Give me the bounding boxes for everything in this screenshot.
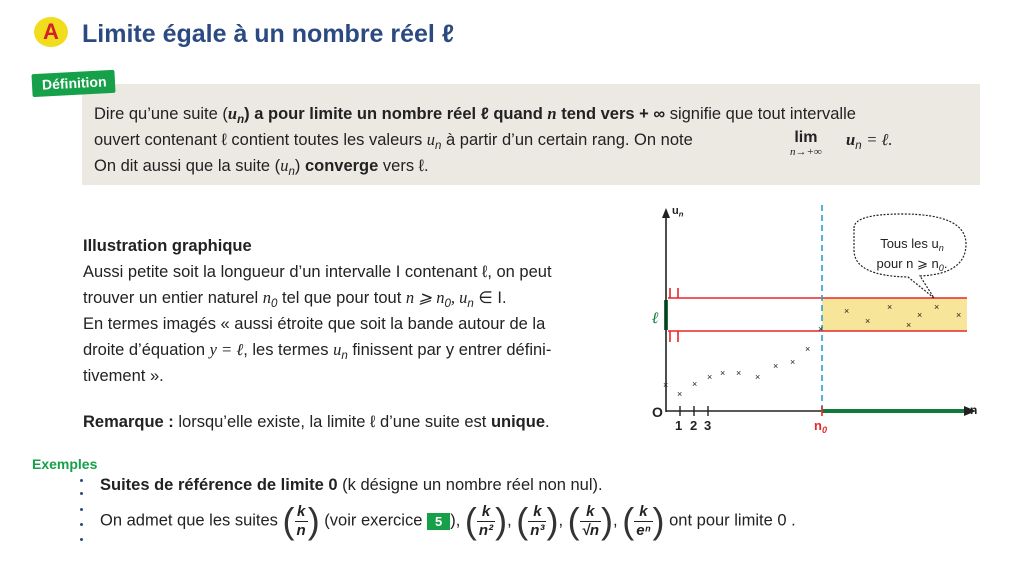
tick-label-2: 2 [690, 418, 698, 433]
tick-label-3: 3 [704, 418, 712, 433]
fraction-k-over-sqrt-n: $\frac{k}{√n}$ [581, 502, 600, 539]
examples-tag: Exemples [32, 456, 98, 472]
bullet-dot [80, 492, 83, 495]
point: × [844, 306, 850, 316]
fraction-k-over-en: $\frac{k}{\text{eⁿ}}$ [636, 502, 651, 539]
point: × [692, 379, 698, 389]
exercise-5-link[interactable]: 5 [427, 513, 450, 530]
point: × [755, 372, 761, 382]
point: × [934, 302, 940, 312]
point: × [865, 316, 871, 326]
point: × [773, 361, 779, 371]
point: × [956, 310, 962, 320]
illustration-line-4: droite d’équation y = ℓ, les termes $u_n$ finissent par y entrer défini- [83, 340, 552, 363]
point: × [818, 324, 824, 334]
illustration-line-2: trouver un entier naturel $n_0$ tel que pour tout n ⩾ $n_0$, $u_n$ ∈ I. [83, 288, 507, 311]
fraction-k-over-n3: $\frac{k}{\text{n³}}$ [530, 502, 545, 539]
limit-notation: lim n→+∞ [790, 129, 822, 158]
examples-sequences-line: On admet que les suites ( $\frac{k}{n}$ ) (voir exercice 5 ), ( $\frac{k}{\text{n²}}$ ), ( $\frac{k}{\text{n³}}$ ), ( $\frac{k}{√n}$ ), ( $\frac{k}{\text{eⁿ}}$ ) ont pour limite 0 . [100, 500, 796, 541]
definition-line-3: On dit aussi que la suite $(u_n)$ converge vers ℓ. [94, 156, 429, 179]
bullet-dot [80, 538, 83, 541]
illustration-line-5: tivement ». [83, 367, 164, 385]
remark: Remarque : lorsqu’elle existe, la limite ℓ d’une suite est unique. [83, 413, 550, 431]
point: × [917, 310, 923, 320]
point: × [707, 372, 713, 382]
y-axis-label: $u_n$ [672, 205, 684, 219]
illustration-heading: Illustration graphique [83, 237, 252, 255]
point: × [906, 320, 912, 330]
illustration-line-1: Aussi petite soit la longueur d’un intervalle I contenant ℓ, on peut [83, 263, 552, 281]
definition-line-1: Dire qu’une suite $(u_n)$ a pour limite un nombre réel ℓ quand n tend vers + ∞ signifie que tout intervalle [94, 104, 856, 127]
tick-label-1: 1 [675, 418, 683, 433]
definition-tag: Définition [31, 70, 115, 97]
fraction-k-over-n2: $\frac{k}{\text{n²}}$ [478, 502, 494, 539]
point: × [677, 389, 683, 399]
point: × [887, 302, 893, 312]
n0-label: $n_0$ [814, 418, 828, 436]
fraction-k-over-n: $\frac{k}{n}$ [296, 502, 306, 539]
bubble-text: Tous les $u_n$ pour n ⩾ $n_0$. [876, 236, 948, 274]
x-axis-label: n [970, 403, 978, 417]
section-title: Limite égale à un nombre réel ℓ [82, 20, 455, 48]
section-badge: A [34, 17, 68, 47]
bullet-dot [80, 523, 83, 526]
point: × [790, 357, 796, 367]
y-axis-arrow [662, 208, 670, 218]
point: × [720, 368, 726, 378]
bullet-dot [80, 508, 83, 511]
origin-label: O [652, 404, 663, 420]
examples-title: Suites de référence de limite 0 (k désigne un nombre réel non nul). [100, 476, 603, 494]
point: × [663, 380, 669, 390]
interval-bracket [670, 288, 678, 342]
point: × [805, 344, 811, 354]
limit-rhs: $u_n$ = ℓ. [846, 130, 893, 153]
l-label: ℓ [652, 310, 659, 327]
sequence-points [663, 302, 961, 399]
point: × [736, 368, 742, 378]
bullet-dot [80, 479, 83, 482]
illustration-line-3: En termes imagés « aussi étroite que soit la bande autour de la [83, 315, 546, 333]
definition-line-2: ouvert contenant ℓ contient toutes les valeurs $u_n$ à partir d’un certain rang. On note [94, 130, 693, 153]
